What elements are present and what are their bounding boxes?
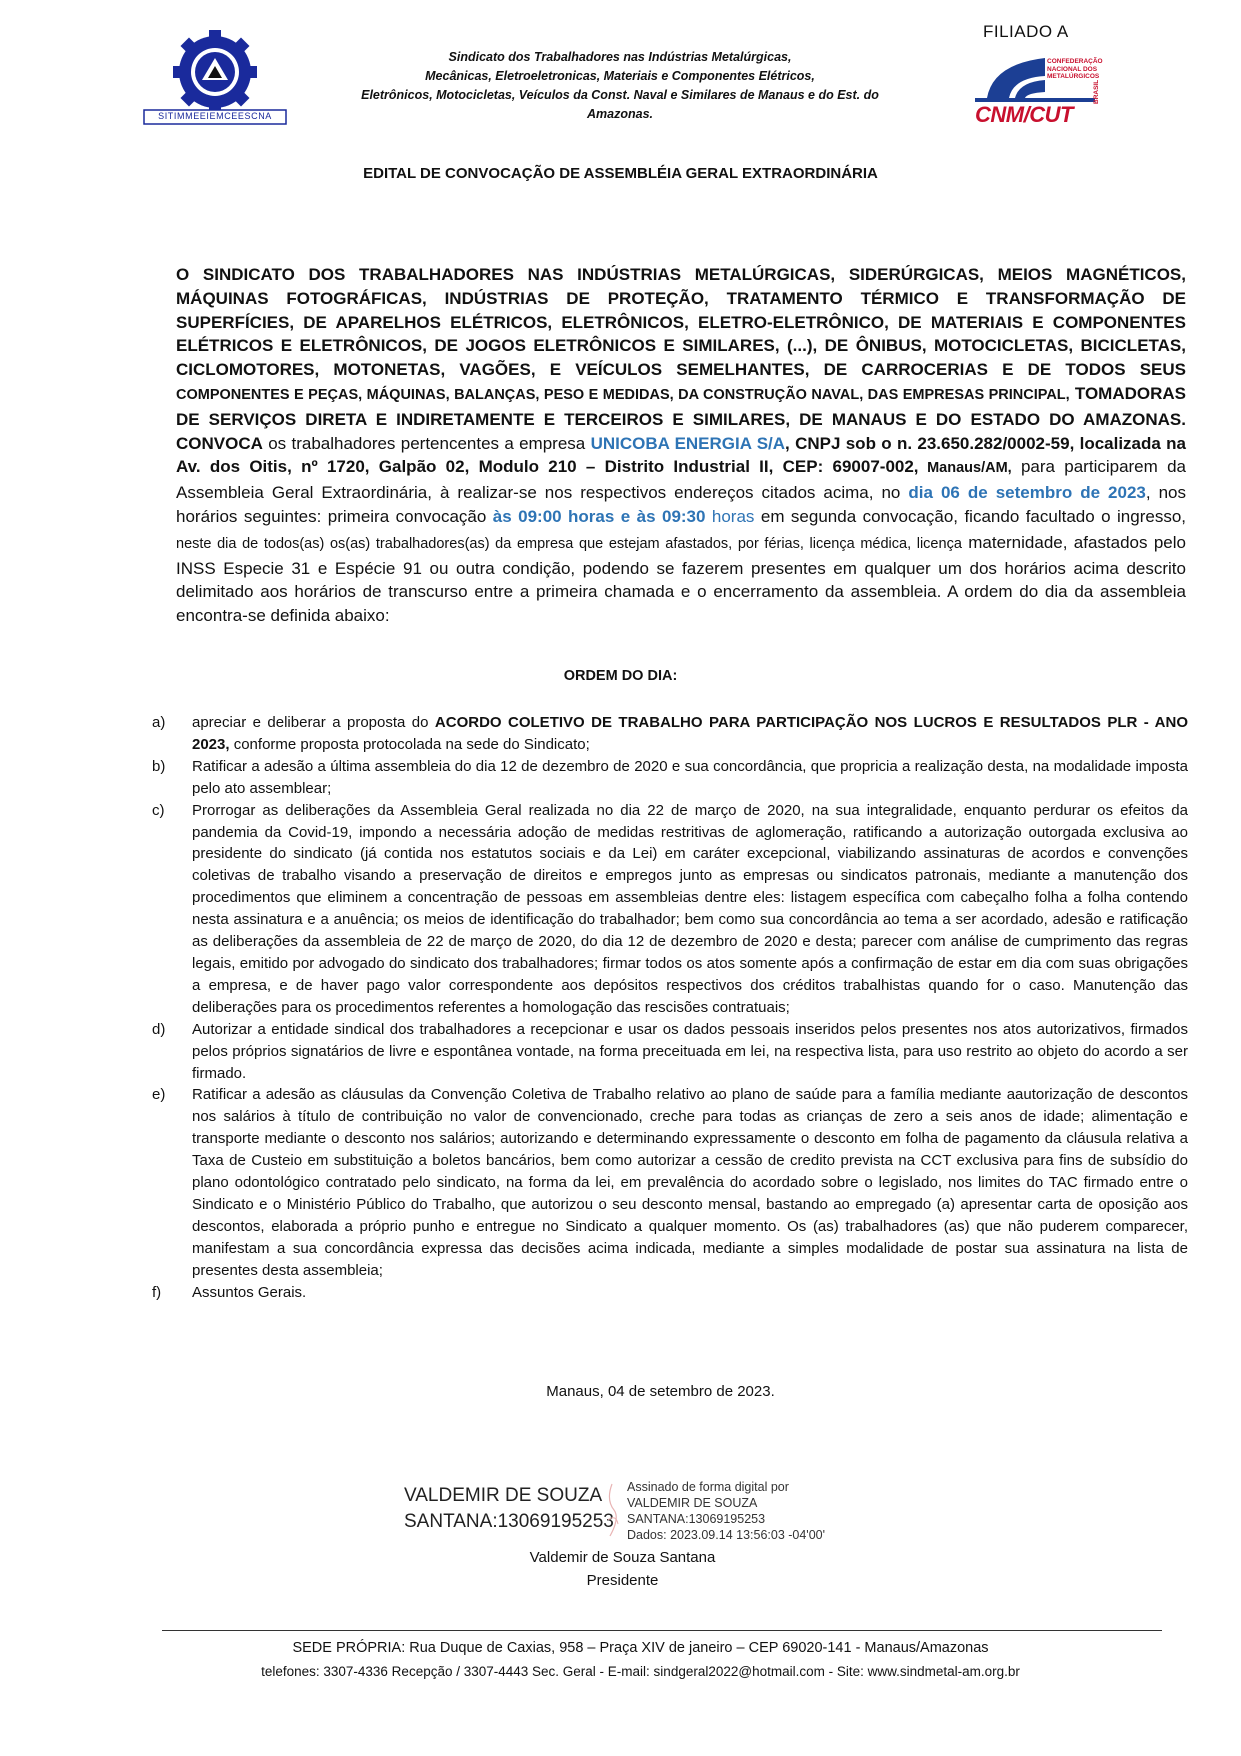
assembly-date: dia 06 de setembro de 2023 [908,483,1146,503]
intro-part-4: os trabalhadores pertencentes a empresa [262,433,591,453]
cnm-cut-logo-text: CNM/CUT [975,102,1073,127]
agenda-letter: f) [152,1283,162,1301]
agenda-item-d [152,1019,1188,1085]
agenda-letter: c) [152,801,165,819]
signature-info-3: SANTANA:13069195253 [627,1512,766,1526]
agenda-text: Prorrogar as deliberações da Assembleia Geral realizada no dia 22 de março de 2020, na sua integralidade, enquanto perdurar os efeitos da pandemia da Covid-19, impondo a necessária adoção de medidas restritivas de aglomeração, ratificando a autorização outorgada exclusiva ao presidente do sindicato (já contida nos estatutos sociais e da Lei) em caráter excepcional, viabilizando assinaturas de acordos e convenções coletivas de trabalho visando a preservação de direitos e empregos junto as empresas ou sindicatos patronais, mediante a manutenção dos procedimentos que eliminem a concentração de pessoas em assembleias dentre eles: listagem específica com cabeçalho folha a folha contendo nesta assinatura e a anuência; os meios de identificação do trabalhador; bem como sua concordância ao tema a ser acordado, adesão e ratificação as deliberações da assembleia de 22 de março de 2020, do dia 12 de dezembro de 2020 e desta; parecer com análise de cumprimento das regras legais, emitido por advogado do sindicato dos trabalhadores; firmar todos os atos somente após a confirmação de estar em dia com suas obrigações a empresa, e de haver pago valor correspondente aos depósitos respectivos dos créditos trabalhistas quando for o caso. Manutenção das deliberações para os procedimentos referentes a homologação das rescisões contratuais; [192,801,1188,1016]
union-logo [130,28,300,126]
agenda-letter: a) [152,714,166,731]
agenda-text: conforme proposta protocolada na sede do Sindicato; [229,735,590,753]
convocation-paragraph [176,263,1186,628]
intro-part-10: em segunda convocação, ficando facultado o ingresso, [754,506,1187,526]
affiliate-label: FILIADO A [983,22,1069,41]
agenda-item-c [152,800,1188,1019]
assembly-times: às 09:00 horas e às 09:30 [492,506,706,526]
intro-part-6: Manaus/AM, [918,460,1012,477]
agenda-letter: e) [152,1086,166,1104]
signature-name-line-1: VALDEMIR DE SOUZA [404,1485,603,1506]
agenda-text: Assuntos Gerais. [192,1283,307,1301]
signature-name-line-2: SANTANA:13069195253 [404,1511,614,1532]
union-name-line-2: Mecânicas, Eletroeletronicas, Materiais e Componentes Elétricos, [425,69,815,83]
signature-mark-icon [598,1480,628,1542]
agenda-item-a [152,712,1188,756]
intro-part-5: , CNPJ sob o n. 23.650.282/0002-59, localizada na Av. dos Oitis, nº 1720, Galpão 02, Modulo 210 – Distrito Industrial II, CEP: 69007-002, [176,433,1186,477]
intro-part-12: maternidade, afastados pelo INSS Especie 31 e Espécie 91 ou outra condição, podendo se fazerem presentes em qualquer um dos horários acima descrito delimitado aos horários de transcurso entre a primeira chamada e o encerramento da assembleia. A ordem do dia da assembleia encontra-se definida abaixo: [176,532,1186,626]
document-title: EDITAL DE CONVOCAÇÃO DE ASSEMBLÉIA GERAL EXTRAORDINÁRIA [363,165,878,182]
agenda-list [152,712,1188,1303]
signer-role: Presidente [586,1572,659,1589]
signature-details [627,1479,825,1543]
union-name-line-1: Sindicato dos Trabalhadores nas Indústrias Metalúrgicas, [448,50,792,64]
intro-part-2: COMPONENTES E PEÇAS, MÁQUINAS, BALANÇAS, PESO E MEDIDAS, DA CONSTRUÇÃO NAVAL, DAS EMPRESAS PRINCIPAL, [176,386,1070,403]
company-name: UNICOBA ENERGIA S/A [590,433,786,453]
agenda-text: Ratificar a adesão as cláusulas da Convenção Coletiva de Trabalho relativo ao plano de saúde para a família mediante aautorização de descontos nos salários à título de contribuição no valor de convencionado, creche para todas as crianças de zero a seis anos de idade; alimentação e transporte mediante o desconto nos salários; autorizando e determinando expressamente o desconto em folha de pagamento da cláusula relativa a Taxa de Custeio em substituição a boletos bancários, bem como autorizar a cessão de credito prevista na CCT exclusiva para fins de subsídio do plano odontológico contratado pelo sindicato, na forma da lei, em prevalência do acordado sobre o legislado, nos limites do TAC firmado entre o Sindicato e o Ministério Público do Trabalho, que autorizou o seu desconto mensal, bastando ao empregado (a) apresentar carta de oposição aos descontos, elaborada a próprio punho e entregue no Sindicato a qualquer momento. Os (as) trabalhadores (as) que não puderem comparecer, manifestam a sua concordância expressa das decisões acima indicada, mediante a simples modalidade de postar sua assinatura na lista de presentes desta assembleia; [192,1086,1188,1279]
agenda-text: Autorizar a entidade sindical dos trabalhadores a recepcionar e usar os dados pessoais inseridos pelos presentes nos atos autorizativos, firmados pelos próprios signatários de livre e espontânea vontade, na forma preceituada em lei, na respectiva lista, para uso restrito ao objeto do acordo a ser firmado. [192,1020,1188,1082]
agenda-text: Ratificar a adesão a última assembleia do dia 12 de dezembro de 2020 e sua concordância, que propricia a realização desta, na modalidade imposta pelo ato assemblear; [192,757,1188,797]
footer-contacts: telefones: 3307-4336 Recepção / 3307-4443 Sec. Geral - E-mail: sindgeral2022@hotmail.com - Site: www.sindmetal-am.org.br [261,1664,1020,1679]
signature-info-1: Assinado de forma digital por [627,1480,789,1494]
logo-text: SITIMMEEIEMCEESCNA [158,111,272,121]
intro-part-9: horas [705,506,755,526]
union-name [330,48,910,124]
union-name-line-3: Eletrônicos, Motocicletas, Veículos da Const. Naval e Similares de Manaus e do Est. do Amazonas. [361,88,879,121]
affiliation-logo [975,22,1115,127]
footer-divider [162,1630,1162,1631]
agenda-item-e [152,1084,1188,1281]
order-of-day-title: ORDEM DO DIA: [563,668,678,684]
agenda-text: apreciar e deliberar a proposta do [192,714,435,731]
agenda-letter: b) [152,757,166,775]
agenda-item-b [152,756,1188,800]
place-and-date: Manaus, 04 de setembro de 2023. [546,1383,775,1400]
signer-name: Valdemir de Souza Santana [529,1549,716,1566]
agenda-bold-text: ACORDO COLETIVO DE TRABALHO PARA PARTICIPAÇÃO NOS LUCROS E RESULTADOS PLR - ANO 2023, [192,714,1188,753]
intro-part-3: TOMADORAS DE SERVIÇOS DIRETA E INDIRETAMENTE E TERCEIROS E SIMILARES, DE MANAUS E DO ESTADO DO AMAZONAS. CONVOCA [176,383,1187,453]
agenda-item-f [152,1282,1188,1304]
intro-part-1: O SINDICATO DOS TRABALHADORES NAS INDÚSTRIAS METALÚRGICAS, SIDERÚRGICAS, MEIOS MAGNÉTICOS, MÁQUINAS FOTOGRÁFICAS, INDÚSTRIAS DE PROTEÇÃO, TRATAMENTO TÉRMICO E TRANSFORMAÇÃO DE SUPERFÍCIES, DE APARELHOS ELÉTRICOS, ELETRÔNICOS, ELETRO-ELETRÔNICO, DE MATERIAIS E COMPONENTES ELÉTRICOS E ELETRÔNICOS, DE JOGOS ELETRÔNICOS E SIMILARES, (...), DE ÔNIBUS, MOTOCICLETAS, BICICLETAS, CICLOMOTORES, MOTONETAS, VAGÕES, E VEÍCULOS SEMELHANTES, DE CARROCERIAS E DE TODOS SEUS [176,265,1186,380]
agenda-letter: d) [152,1020,166,1038]
gear-icon [173,30,257,114]
footer [0,1637,1241,1683]
signature-info-4: Dados: 2023.09.14 13:56:03 -04'00' [627,1528,825,1542]
intro-part-11: neste dia de todos(as) os(as) trabalhadores(as) da empresa que estejam afastados, por férias, licença médica, licença [176,535,962,552]
affiliate-small-text: CONFEDERAÇÃO NACIONAL DOS METALÚRGICOS [1047,58,1103,80]
brasil-vertical-text: BRASIL [1093,79,1100,104]
signer-block [0,1546,1241,1592]
signature-name [404,1483,614,1535]
intro-part-7: para participarem da Assembleia Geral Extraordinária, à realizar-se nos respectivos endereços citados acima, no [176,457,1186,503]
footer-address: SEDE PRÓPRIA: Rua Duque de Caxias, 958 – Praça XIV de janeiro – CEP 69020-141 - Manaus/Amazonas [292,1640,989,1656]
signature-info-2: VALDEMIR DE SOUZA [627,1496,758,1510]
intro-part-8: , nos horários seguintes: primeira convocação [176,483,1187,526]
